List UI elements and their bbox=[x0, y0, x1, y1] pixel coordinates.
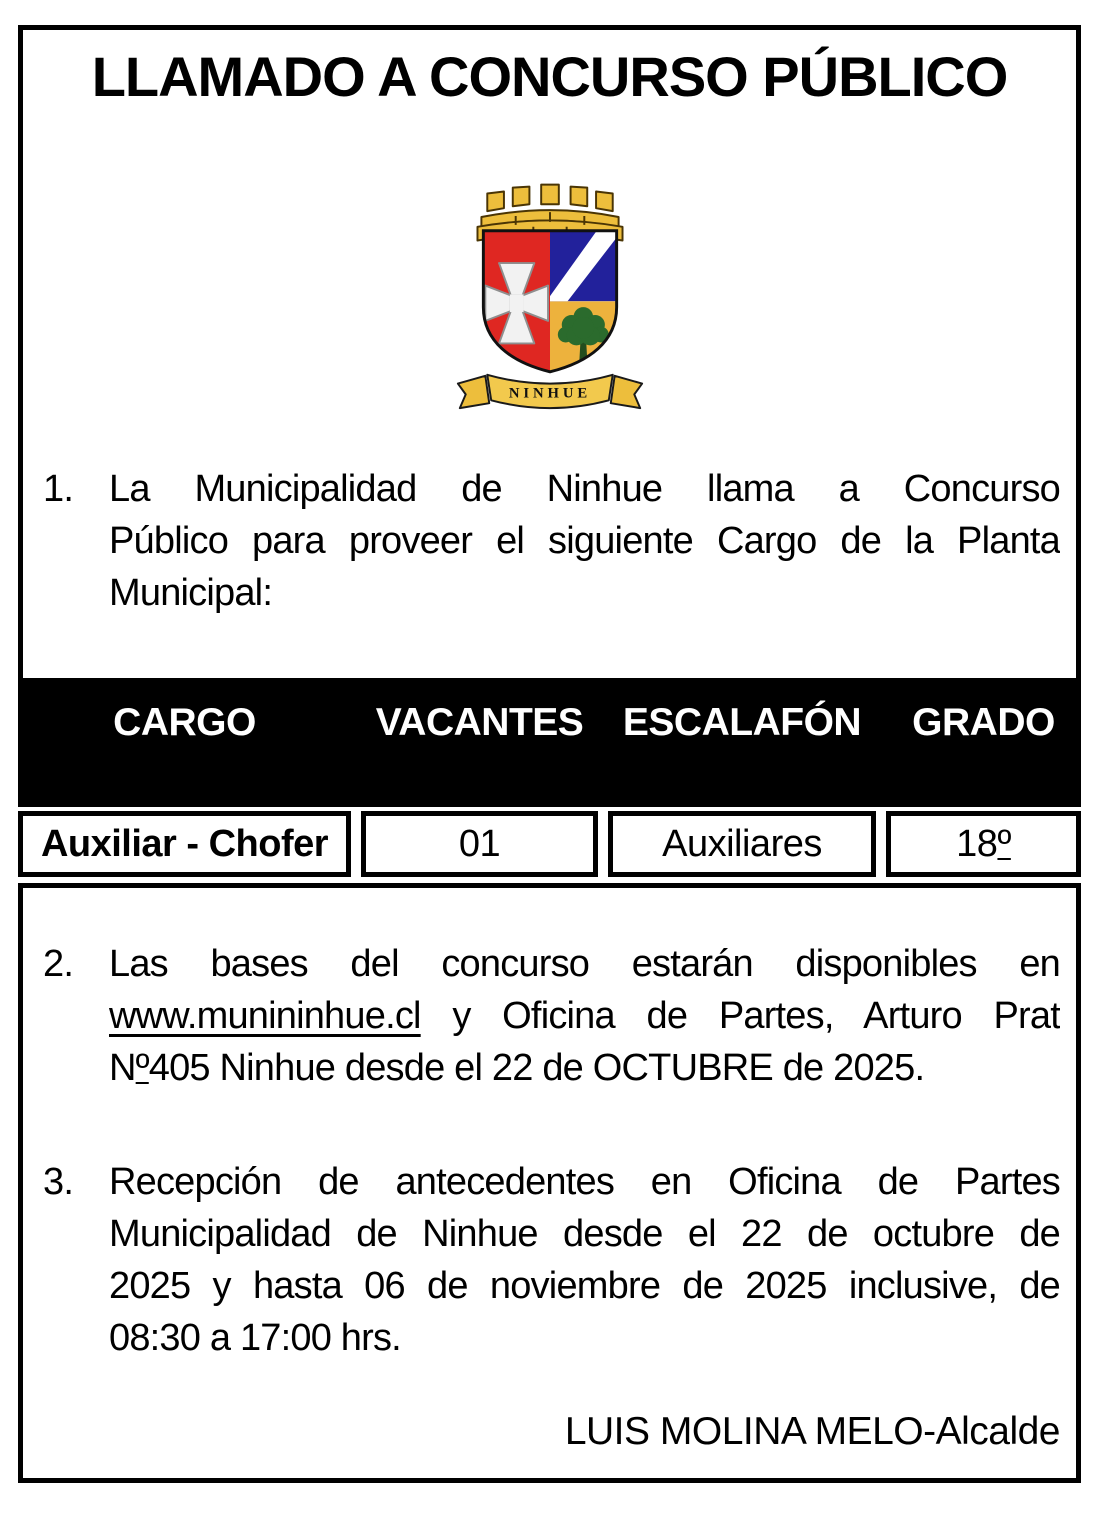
cell-escalafon: Auxiliares bbox=[608, 811, 876, 877]
ninhue-coat-of-arms bbox=[452, 168, 648, 413]
intro-section bbox=[18, 25, 1081, 683]
item2-line3 bbox=[109, 1042, 1060, 1094]
cell-cargo: Auxiliar - Chofer bbox=[18, 811, 351, 877]
cell-grado bbox=[886, 811, 1081, 877]
item2-line2-rest: y Oficina de Partes, Arturo Prat bbox=[420, 995, 1060, 1037]
list-item-2 bbox=[43, 938, 1060, 1094]
item2-line1: Las bases del concurso estarán disponibles en bbox=[109, 943, 1060, 985]
details-section bbox=[18, 883, 1081, 1483]
list-item-3 bbox=[43, 1156, 1060, 1364]
item3-line3: 2025 y hasta 06 de noviembre de 2025 inclusive, de bbox=[109, 1265, 1060, 1307]
header-escalafon: ESCALAFÓN bbox=[622, 701, 862, 744]
item-number: 1. bbox=[43, 468, 74, 510]
item-text bbox=[109, 463, 1060, 619]
grado-ordinal: º bbox=[997, 822, 1011, 865]
grado-number: 18 bbox=[956, 822, 998, 865]
munininhue-link[interactable]: www.munininhue.cl bbox=[109, 995, 421, 1037]
item2-line3-pre: N bbox=[109, 1047, 136, 1089]
item1-line2: Público para proveer el siguiente Cargo de la Planta bbox=[109, 520, 1060, 562]
header-cargo: CARGO bbox=[113, 701, 256, 744]
header-grado: GRADO bbox=[912, 701, 1055, 744]
item-number: 3. bbox=[43, 1161, 74, 1203]
item2-line3-ordinal: º bbox=[135, 1047, 149, 1089]
header-vacantes: VACANTES bbox=[375, 701, 584, 744]
banner-text: NINHUE bbox=[508, 385, 591, 402]
cell-vacantes: 01 bbox=[361, 811, 598, 877]
item2-line2 bbox=[109, 990, 1060, 1042]
item3-line4: 08:30 a 17:00 hrs. bbox=[109, 1317, 401, 1359]
item3-line1: Recepción de antecedentes en Oficina de Partes bbox=[109, 1161, 1060, 1203]
item3-line2: Municipalidad de Ninhue desde el 22 de octubre de bbox=[109, 1213, 1060, 1255]
coat-of-arms-icon bbox=[452, 168, 648, 413]
item-text bbox=[109, 938, 1060, 1094]
item1-line1: La Municipalidad de Ninhue llama a Concurso bbox=[109, 468, 1060, 510]
item1-line3: Municipal: bbox=[109, 572, 273, 614]
list-item-1 bbox=[43, 463, 1060, 619]
item-number: 2. bbox=[43, 943, 74, 985]
item-text bbox=[109, 1156, 1060, 1364]
item2-line3-rest: 405 Ninhue desde el 22 de OCTUBRE de 2025. bbox=[148, 1047, 925, 1089]
table-data-row bbox=[18, 811, 1081, 877]
table-header-row bbox=[18, 683, 1081, 807]
page-title: LLAMADO A CONCURSO PÚBLICO bbox=[91, 45, 1008, 108]
signature: LUIS MOLINA MELO-Alcalde bbox=[564, 1410, 1060, 1453]
